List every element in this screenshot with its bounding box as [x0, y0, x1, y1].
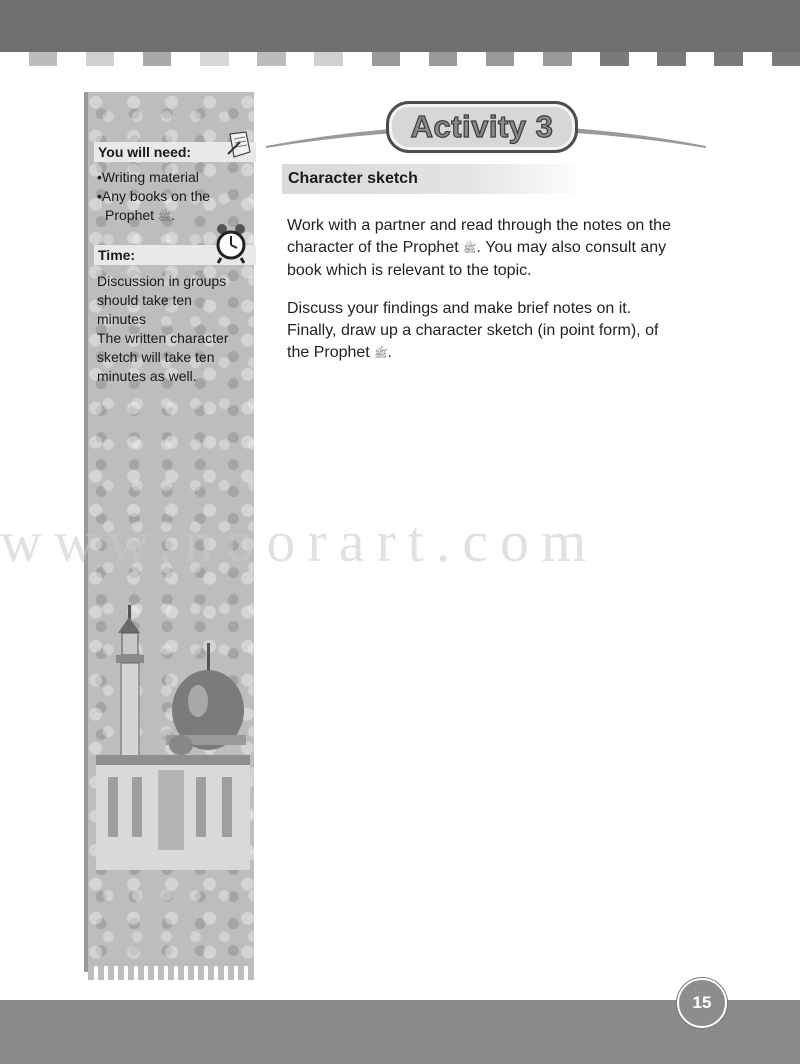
time-line: Discussion in groups: [97, 273, 227, 289]
checker-cell: [543, 52, 572, 66]
checker-strip: [0, 52, 800, 66]
time-line: minutes as well.: [97, 368, 197, 384]
time-line: should take ten: [97, 292, 192, 308]
you-will-need-heading: You will need:: [94, 142, 256, 162]
writing-paper-icon: [226, 130, 252, 160]
checker-cell: [514, 52, 543, 66]
time-line: minutes: [97, 311, 147, 327]
para-line: [287, 237, 717, 260]
torn-edge: [88, 966, 254, 980]
para-line: Work with a partner and read through the notes on the: [287, 217, 671, 234]
time-text: [97, 272, 249, 386]
checker-cell: [714, 52, 743, 66]
checker-cell: [86, 52, 115, 66]
checker-cell: [372, 52, 401, 66]
paragraph-2: [287, 298, 717, 365]
salutation-glyph: ﷺ: [463, 243, 477, 255]
para-line: Discuss your findings and make brief notes on it.: [287, 300, 632, 317]
checker-cell: [629, 52, 658, 66]
activity-badge: [386, 101, 578, 153]
checker-cell: [457, 52, 486, 66]
para-line: [287, 342, 717, 365]
page-number: 15: [677, 978, 727, 1028]
checker-cell: [400, 52, 429, 66]
checker-cell: [486, 52, 515, 66]
watermark: www.noorart.com: [0, 509, 599, 574]
checker-cell: [200, 52, 229, 66]
checker-cell: [257, 52, 286, 66]
checker-cell: [572, 52, 601, 66]
checker-cell: [114, 52, 143, 66]
para-text: .: [387, 344, 392, 361]
checker-cell: [171, 52, 200, 66]
checker-cell: [286, 52, 315, 66]
salutation-glyph: ﷺ: [157, 211, 172, 223]
needs-item-text: Prophet: [105, 207, 155, 223]
para-text: character of the Prophet: [287, 239, 459, 256]
time-line: sketch will take ten: [97, 349, 215, 365]
needs-item: •Any books on the: [97, 188, 211, 204]
checker-cell: [0, 52, 29, 66]
time-line: The written character: [97, 330, 229, 346]
checker-cell: [143, 52, 172, 66]
checker-cell: [29, 52, 58, 66]
para-text: . You may also consult any: [476, 239, 667, 256]
checker-cell: [314, 52, 343, 66]
checker-cell: [743, 52, 772, 66]
time-heading: Time:: [94, 245, 256, 265]
checker-cell: [686, 52, 715, 66]
needs-list: [97, 168, 249, 227]
para-line: book which is relevant to the topic.: [287, 262, 532, 279]
needs-item: •Writing material: [97, 169, 199, 185]
para-line: Finally, draw up a character sketch (in point form), of: [287, 322, 659, 339]
para-text: the Prophet: [287, 344, 370, 361]
section-title: Character sketch: [282, 164, 588, 194]
activity-label: Activity: [410, 109, 527, 144]
checker-cell: [657, 52, 686, 66]
checker-cell: [343, 52, 372, 66]
alarm-clock-icon: [212, 222, 250, 264]
top-band: [0, 0, 800, 52]
activity-number: 3: [535, 109, 554, 144]
checker-cell: [229, 52, 258, 66]
checker-cell: [57, 52, 86, 66]
needs-item: Prophet ﷺ.: [105, 207, 176, 223]
mosque-illustration: [96, 605, 250, 870]
checker-cell: [772, 52, 800, 66]
checker-cell: [600, 52, 629, 66]
paragraph-1: [287, 215, 717, 282]
salutation-glyph: ﷺ: [374, 348, 388, 360]
checker-cell: [429, 52, 458, 66]
